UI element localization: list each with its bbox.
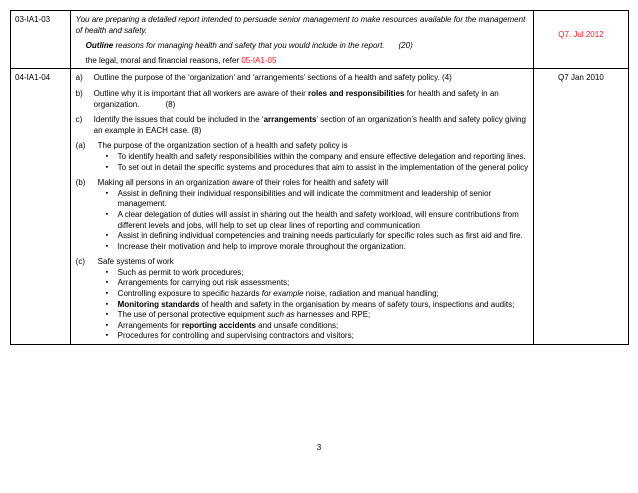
bullet-icon: ▪ xyxy=(105,321,109,329)
list-item: ▪ Increase their motivation and help to improve morale throughout the organization. xyxy=(105,241,406,251)
bullet-icon: ▪ xyxy=(105,311,109,319)
bullet-icon: ▪ xyxy=(105,189,109,197)
bullet-icon: ▪ xyxy=(105,242,109,250)
list-item: ▪ Procedures for controlling and supervising contractors and visitors; xyxy=(105,331,354,341)
bullet-icon: ▪ xyxy=(105,232,109,240)
page-number: 3 xyxy=(316,443,322,452)
bullet-icon: ▪ xyxy=(105,332,109,340)
question-outline: Outline reasons for managing health and safety that you would include in the report. (20) xyxy=(85,41,413,51)
question-code: 04-IA1-04 xyxy=(11,69,71,345)
bullet-list xyxy=(76,152,529,173)
table-row xyxy=(11,11,629,69)
question-marks: (20) xyxy=(398,41,413,51)
question-body xyxy=(70,69,533,345)
question-intro: You are preparing a detailed report intended to persuade senior management to make resources available for the management of health and safety. xyxy=(75,15,526,35)
question-part-b: b) Outline why it is important that all workers are aware of their roles and responsibilities for health and safety in an organization. (8) xyxy=(75,88,499,109)
bullet-list xyxy=(76,189,529,253)
list-item: ▪ Controlling exposure to specific hazards for example noise, radiation and manual handling; xyxy=(105,289,439,299)
list-item: ▪ To identify health and safety responsibilities within the company and ensure effective delegation and reporting lines. xyxy=(105,151,526,161)
list-item: ▪ Assist in defining individual competencies and training needs particularly for specific roles such as first aid and fire. xyxy=(105,231,523,241)
list-item: ▪ Arrangements for carrying out risk assessments; xyxy=(105,278,290,288)
question-code: 03-IA1-03 xyxy=(11,11,71,69)
list-item: ▪ To set out in detail the specific systems and procedures that aim to assist in the implementation of the general policy xyxy=(105,162,529,172)
question-table xyxy=(10,10,629,345)
document-page xyxy=(10,10,629,345)
bullet-icon: ▪ xyxy=(105,210,109,218)
table-row xyxy=(11,69,629,345)
question-body xyxy=(70,11,533,69)
list-item: ▪ A clear delegation of duties will assist in sharing out the health and safety workload, will ensure contributions from different levels and jobs, will help to set up clear lines of reporting and communication xyxy=(105,209,519,230)
question-part-c: c) Identify the issues that could be included in the ‘arrangements’ section of an organization’s health and safety policy giving an example in EACH case. (8) xyxy=(75,115,526,135)
list-item: ▪ The use of personal protective equipment such as harnesses and RPE; xyxy=(105,310,371,320)
bullet-icon: ▪ xyxy=(105,163,109,171)
bullet-list xyxy=(76,268,529,342)
list-item: ▪ Arrangements for reporting accidents and unsafe conditions; xyxy=(105,320,339,330)
bullet-icon: ▪ xyxy=(105,152,109,160)
list-item: ▪ Such as permit to work procedures; xyxy=(105,267,244,277)
answer-part-a: (a) The purpose of the organization section of a health and safety policy is ▪ To identify health and safety responsibilities within the company and ensure effective delegation and reporting lines. ▪ To set out in detail the specific systems and procedures that aim to assist in the implementation of the general policy xyxy=(75,141,529,172)
answer-part-b: (b) Making all persons in an organization aware of their roles for health and safety will ▪ Assist in defining their individual responsibilities and will indicate the commitment and leadership of senior management. ▪ A clear delegation of duties will assist in sharing out the health and safety workload, will ensure contributions from different levels and jobs, will help to set up clear lines of reporting and communication ▪ Assist in defining individual competencies and training needs particularly for specific roles such as first aid and fire. ▪ Increase their motivation and help to improve morale throughout the organization. xyxy=(76,178,529,252)
exam-reference: Q7 Jan 2010 xyxy=(533,69,628,345)
reference-link[interactable]: 05-IA1-05 xyxy=(241,55,277,65)
answer-reference: the legal, moral and financial reasons, refer 05-IA1-05 xyxy=(85,55,277,65)
bullet-icon: ▪ xyxy=(105,300,109,308)
answer-part-c: (c) Safe systems of work ▪ Such as permit to work procedures; ▪ Arrangements for carrying out risk assessments; ▪ Controlling exposure to specific hazards for example noise, radiation and manual handling; ▪ Monitoring standards of health and safety in the organisation by means of safety tours, inspections and audits; ▪ The use of personal protective equipment such as harnesses and RPE; ▪ Arrangements for reporting accidents and unsafe conditions; ▪ Procedures for controlling and supervising contractors and visitors; xyxy=(76,257,529,342)
exam-reference: Q7. Jul 2012 xyxy=(533,11,628,69)
question-part-a: a) Outline the purpose of the ‘organization’ and ‘arrangements’ sections of a health and safety policy. (4) xyxy=(75,73,452,83)
list-item: ▪ Monitoring standards of health and safety in the organisation by means of safety tours, inspections and audits; xyxy=(105,299,515,309)
list-item: ▪ Assist in defining their individual responsibilities and will indicate the commitment and leadership of senior management. xyxy=(105,188,492,209)
bullet-icon: ▪ xyxy=(105,268,109,276)
bullet-icon: ▪ xyxy=(105,279,109,287)
bullet-icon: ▪ xyxy=(105,290,109,298)
